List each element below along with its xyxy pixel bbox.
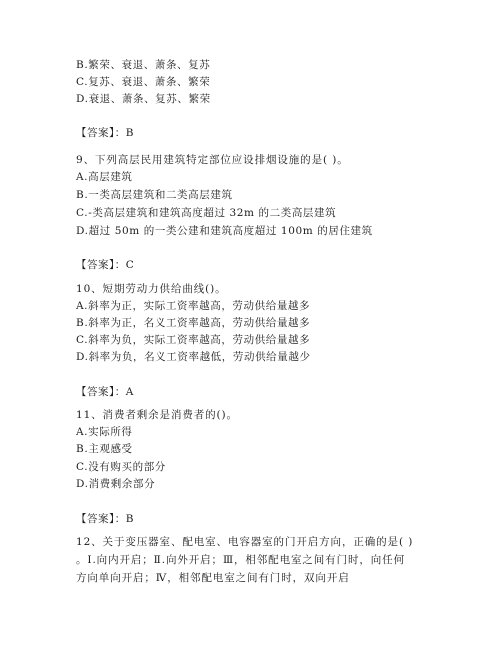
q10-option-a: A.斜率为正，实际工资率越高，劳动供给量越多 (76, 300, 311, 312)
q8-answer: 【答案】：B (76, 127, 134, 139)
q11-option-a: A.实际所得 (76, 426, 133, 438)
q10-answer: 【答案】：A (76, 386, 134, 398)
q9-option-d: D.超过 50m 的一类公建和建筑高度超过 100m 的居住建筑 (76, 225, 373, 237)
q10-option-c: C.斜率为负，实际工资率越高，劳动供给量越多 (76, 334, 311, 346)
q9-stem: 9、下列高层民用建筑特定部位应设排烟设施的是( )。 (76, 154, 349, 166)
q10-stem: 10、短期劳动力供给曲线()。 (76, 283, 227, 295)
q10-option-d: D.斜率为负，名义工资率越低，劳动供给量越少 (76, 351, 311, 363)
q8-option-d: D.衰退、萧条、复苏、繁荣 (76, 93, 211, 105)
q12-stem-line-2: 。Ⅰ.向内开启；Ⅱ.向外开启；Ⅲ，相邻配电室之间有门时，向任何 (76, 554, 405, 566)
q8-option-c: C.复苏、衰退、萧条、繁荣 (76, 76, 211, 88)
q11-stem: 11、消费者剩余是消费者的()。 (76, 409, 238, 421)
q12-stem-line-3: 方向单向开启；Ⅳ，相邻配电室之间有门时，双向开启 (76, 572, 350, 584)
q9-option-a: A.高层建筑 (76, 171, 133, 183)
q10-option-b: B.斜率为正，名义工资率越高，劳动供给量越多 (76, 317, 311, 329)
q11-option-c: C.没有购买的部分 (76, 461, 166, 473)
q9-option-b: B.一类高层建筑和二类高层建筑 (76, 189, 233, 201)
q11-option-d: D.消费剩余部分 (76, 478, 156, 490)
q12-stem-line-1: 12、关于变压器室、配电室、电容器室的门开启方向，正确的是( ) (76, 536, 414, 548)
q11-answer: 【答案】：B (76, 513, 134, 525)
q11-option-b: B.主观感受 (76, 443, 133, 455)
q8-option-b: B.繁荣、衰退、萧条、复苏 (76, 59, 211, 71)
q9-option-c: C.-类高层建筑和建筑高度超过 32m 的二类高层建筑 (76, 207, 337, 219)
q9-answer: 【答案】：C (76, 259, 135, 271)
